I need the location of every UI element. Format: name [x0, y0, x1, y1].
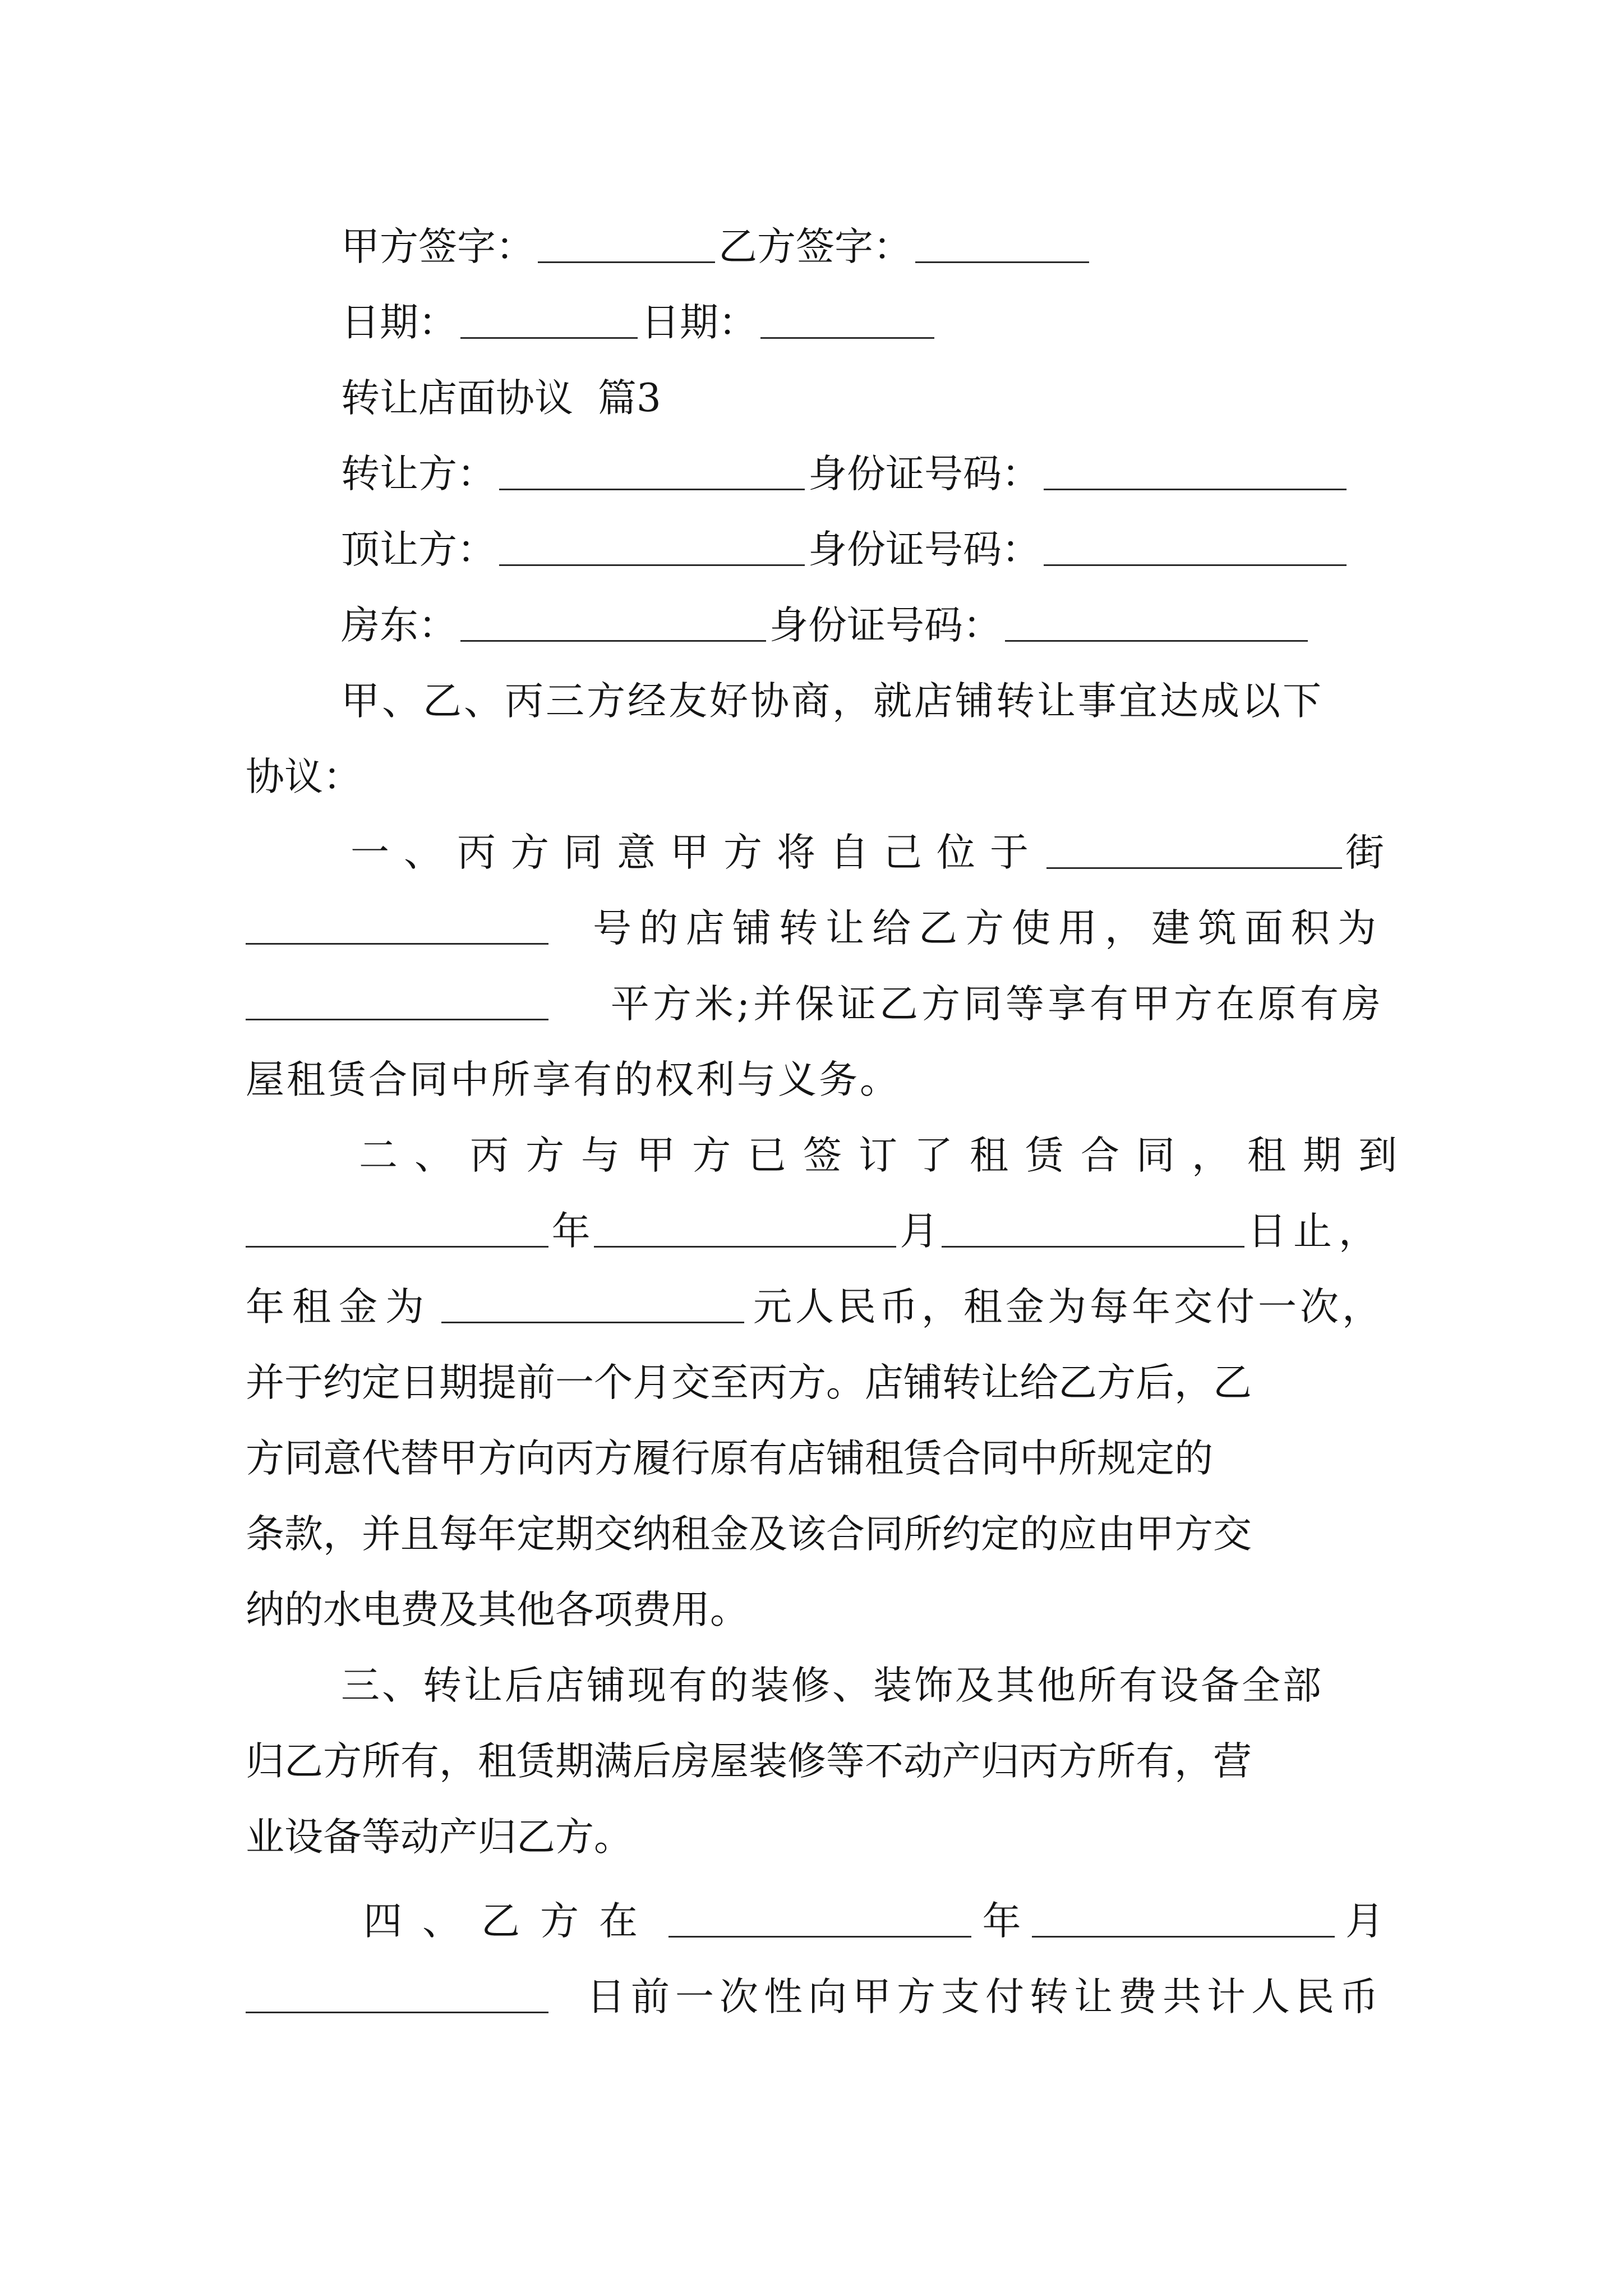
- heading-text: 转让店面协议 篇3: [341, 376, 661, 421]
- clause2-line-4: 并于约定日期提前一个月交至丙方。店铺转让给乙方后，乙: [246, 1360, 1252, 1405]
- transferee-id-label: 身份证号码：: [808, 527, 1040, 572]
- payment-year-blank[interactable]: [668, 1936, 971, 1938]
- clause2-line-6: 条款，并且每年定期交纳租金及该合同所约定的应由甲方交: [246, 1512, 1252, 1557]
- term-month-blank[interactable]: [594, 1246, 897, 1248]
- party-a-sign-label: 甲方签字：: [341, 224, 534, 269]
- payment-day-blank[interactable]: [246, 2012, 548, 2013]
- clause2-line-1: 二、丙方与甲方已签订了租赁合同，租期到: [359, 1133, 1414, 1178]
- landlord-label: 房东：: [341, 603, 457, 648]
- clause1-line-1: 一、丙方同意甲方将自己位于 街: [351, 830, 1384, 875]
- transferee-line: [341, 522, 1350, 578]
- payment-month-blank[interactable]: [1032, 1936, 1335, 1938]
- landlord-line: [341, 597, 1311, 654]
- intro-line-2: 协议：: [246, 754, 362, 799]
- clause2-line-5: 方同意代替甲方向丙方履行原有店铺租赁合同中所规定的: [246, 1436, 1213, 1481]
- clause4-line-1: 四、乙方在 年 月: [363, 1899, 1384, 1944]
- clause4-line-2: 日前一次性向甲方支付转让费共计人民币: [246, 1969, 1384, 2025]
- party-a-sign-blank[interactable]: [538, 261, 715, 263]
- transferor-label: 转让方：: [341, 452, 496, 496]
- area-blank[interactable]: [246, 1019, 548, 1020]
- date-line: [341, 295, 938, 351]
- party-b-sign-label: 乙方签字：: [718, 224, 912, 269]
- clause3-line-2: 归乙方所有，租赁期满后房屋装修等不动产归丙方所有，营: [246, 1739, 1252, 1784]
- clause2-line-3: 年租金为 元人民币，租金为每年交付一次，: [246, 1285, 1384, 1329]
- transferee-name-blank[interactable]: [499, 564, 805, 566]
- clause1-line-2: 号的店铺转让给乙方使用，建筑面积为: [246, 900, 1384, 956]
- landlord-name-blank[interactable]: [460, 640, 766, 642]
- landlord-id-blank[interactable]: [1005, 640, 1308, 642]
- transferee-label: 顶让方：: [341, 527, 496, 572]
- landlord-id-label: 身份证号码：: [769, 603, 1002, 648]
- transferor-line: [341, 446, 1350, 502]
- clause1-line-3: 平方米;并保证乙方同等享有甲方在原有房: [246, 976, 1384, 1032]
- date-b-blank[interactable]: [760, 337, 934, 339]
- clause3-line-1: 三、转让后店铺现有的装修、装饰及其他所有设备全部: [341, 1663, 1324, 1708]
- intro-line-1: 甲、乙、丙三方经友好协商，就店铺转让事宜达成以下: [341, 679, 1324, 724]
- term-day-blank[interactable]: [942, 1246, 1244, 1248]
- party-sign-line: [341, 219, 1092, 275]
- street-blank[interactable]: [1046, 867, 1342, 869]
- transferor-name-blank[interactable]: [499, 489, 805, 490]
- term-year-blank[interactable]: [246, 1246, 548, 1248]
- annual-rent-blank[interactable]: [441, 1322, 744, 1323]
- clause1-line-4: 屋租赁合同中所享有的权利与义务。: [246, 1057, 901, 1102]
- date-a-label: 日期：: [341, 300, 457, 345]
- transferor-id-blank[interactable]: [1044, 489, 1347, 490]
- clause2-line-2: 年 月 日止，: [246, 1203, 1384, 1259]
- street-number-blank[interactable]: [246, 943, 548, 945]
- clause2-line-7: 纳的水电费及其他各项费用。: [246, 1588, 749, 1632]
- party-b-sign-blank[interactable]: [915, 261, 1089, 263]
- date-a-blank[interactable]: [460, 337, 638, 339]
- transferor-id-label: 身份证号码：: [808, 452, 1040, 496]
- transferee-id-blank[interactable]: [1044, 564, 1347, 566]
- date-b-label: 日期：: [641, 300, 757, 345]
- section-heading: [341, 370, 661, 426]
- clause3-line-3: 业设备等动产归乙方。: [246, 1815, 633, 1860]
